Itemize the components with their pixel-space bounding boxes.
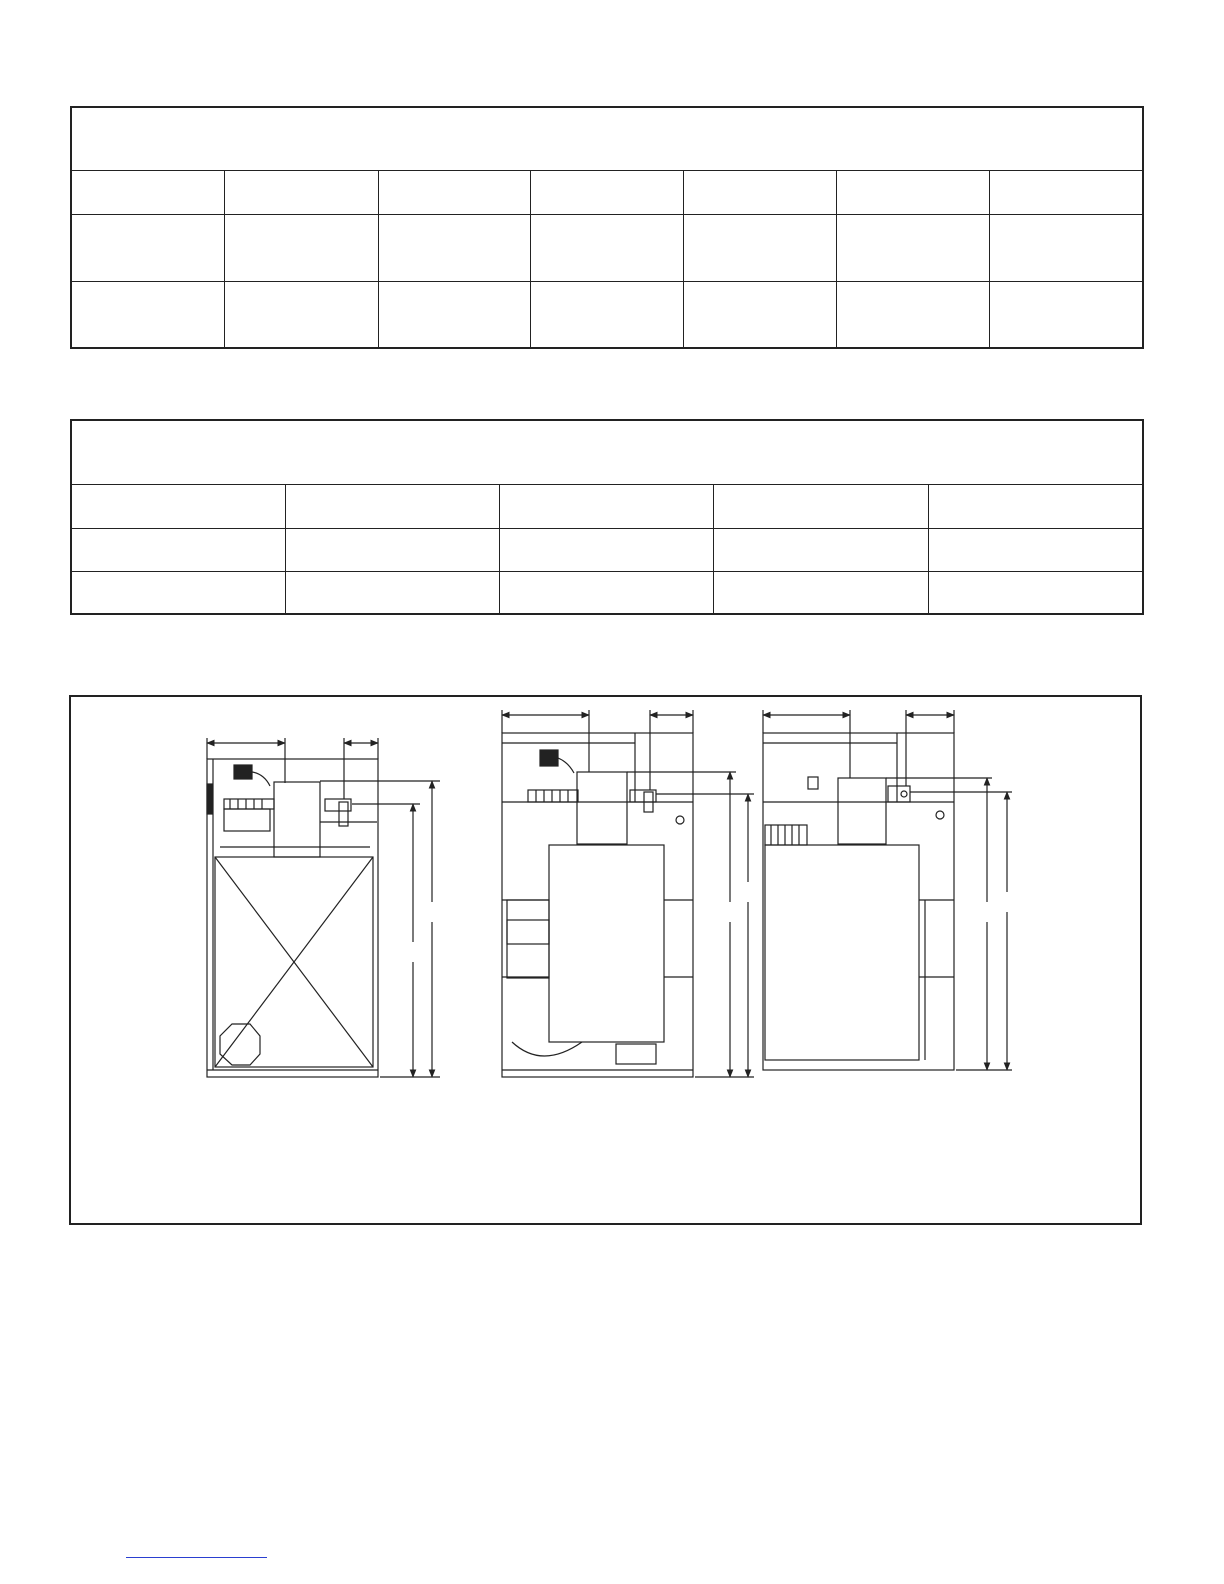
table-cell bbox=[71, 281, 224, 348]
table-row bbox=[71, 214, 1143, 281]
side-view bbox=[207, 738, 440, 1077]
table-title-row bbox=[71, 420, 1143, 484]
table-cell bbox=[71, 528, 285, 571]
table-cell bbox=[836, 281, 989, 348]
table-header-cell bbox=[928, 484, 1143, 528]
table-cell bbox=[530, 281, 683, 348]
table-cell bbox=[683, 281, 836, 348]
lower-table bbox=[70, 419, 1144, 615]
table-cell bbox=[224, 214, 378, 281]
figure-box bbox=[69, 695, 1142, 1225]
table-header-cell bbox=[71, 170, 224, 214]
table-cell bbox=[224, 281, 378, 348]
table-row bbox=[71, 528, 1143, 571]
table-header-cell bbox=[683, 170, 836, 214]
table-cell bbox=[71, 571, 285, 614]
table-cell bbox=[713, 528, 928, 571]
table-cell bbox=[71, 214, 224, 281]
table-cell bbox=[285, 528, 499, 571]
footer-link-underline bbox=[126, 1557, 267, 1558]
table-header-cell bbox=[530, 170, 683, 214]
table-cell bbox=[530, 214, 683, 281]
table-title-cell bbox=[71, 420, 1143, 484]
upper-table bbox=[70, 106, 1144, 349]
table-header-cell bbox=[499, 484, 713, 528]
table-header-row bbox=[71, 170, 1143, 214]
table-cell bbox=[928, 571, 1143, 614]
table-header-row bbox=[71, 484, 1143, 528]
table-cell bbox=[836, 214, 989, 281]
table-header-cell bbox=[713, 484, 928, 528]
table-header-cell bbox=[989, 170, 1143, 214]
table-title-cell bbox=[71, 107, 1143, 170]
table-title-row bbox=[71, 107, 1143, 170]
rear-view bbox=[763, 710, 1012, 1070]
table-cell bbox=[499, 528, 713, 571]
table-header-cell bbox=[285, 484, 499, 528]
equipment-drawings bbox=[71, 697, 1144, 1227]
table-cell bbox=[683, 214, 836, 281]
table-row bbox=[71, 281, 1143, 348]
table-cell bbox=[928, 528, 1143, 571]
table-header-cell bbox=[224, 170, 378, 214]
table-cell bbox=[378, 281, 530, 348]
table-cell bbox=[378, 214, 530, 281]
front-view bbox=[502, 710, 754, 1077]
table-cell bbox=[989, 214, 1143, 281]
table-cell bbox=[713, 571, 928, 614]
table-cell bbox=[989, 281, 1143, 348]
table-header-cell bbox=[836, 170, 989, 214]
table-row bbox=[71, 571, 1143, 614]
table-cell bbox=[285, 571, 499, 614]
table-cell bbox=[499, 571, 713, 614]
table-header-cell bbox=[71, 484, 285, 528]
table-header-cell bbox=[378, 170, 530, 214]
